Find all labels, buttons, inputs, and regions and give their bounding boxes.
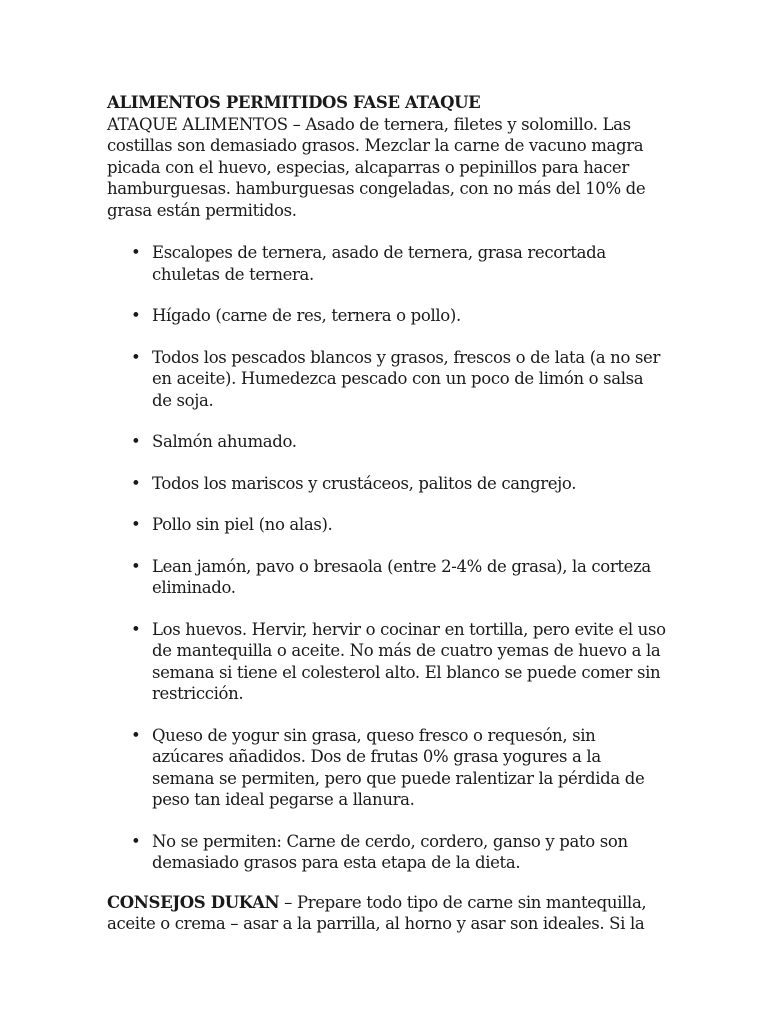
bullet-icon: • <box>131 619 141 639</box>
list-item <box>107 725 667 811</box>
list-item <box>107 473 667 495</box>
list-item-text: Pollo sin piel (no alas). <box>152 515 333 534</box>
list-item <box>107 347 667 412</box>
list-item <box>107 305 667 327</box>
list-item-text: Todos los mariscos y crustáceos, palitos de cangrejo. <box>152 473 577 493</box>
bullet-icon: • <box>131 243 141 262</box>
list-item <box>107 514 667 536</box>
allowed-foods-list <box>107 242 667 874</box>
bullet-icon: • <box>131 432 141 451</box>
document-page <box>107 92 667 935</box>
list-item-text: Todos los pescados blancos y grasos, frescos o de lata (a no ser en aceite). Humedezca pescado con un poco de limón o salsa de soja. <box>152 347 661 410</box>
bullet-icon: • <box>131 306 141 325</box>
list-item-text: Queso de yogur sin grasa, queso fresco o requesón, sin azúcares añadidos. Dos de frutas 0% grasa yogures a la semana se permiten, pero que puede ralentizar la pérdida de peso tan ideal pegarse a llanura. <box>152 725 645 809</box>
bullet-icon: • <box>131 831 141 851</box>
list-item-text: Escalopes de ternera, asado de ternera, grasa recortada chuletas de ternera. <box>152 243 606 284</box>
list-item <box>107 619 667 705</box>
list-item <box>107 431 667 453</box>
tips-heading: CONSEJOS DUKAN <box>107 892 280 912</box>
list-item-text: Hígado (carne de res, ternera o pollo). <box>152 306 461 325</box>
list-item <box>107 831 667 874</box>
bullet-icon: • <box>131 725 141 745</box>
bullet-icon: • <box>131 515 141 534</box>
bullet-icon: • <box>131 473 141 493</box>
bullet-icon: • <box>131 347 141 367</box>
list-item-text: No se permiten: Carne de cerdo, cordero, ganso y pato son demasiado grasos para esta etapa de la dieta. <box>152 831 628 872</box>
bullet-icon: • <box>131 556 141 576</box>
intro-paragraph: ATAQUE ALIMENTOS – Asado de ternera, filetes y solomillo. Las costillas son demasiado grasos. Mezclar la carne de vacuno magra picada con el huevo, especias, alcaparras o pepinillos para hacer hamburguesas. hamburguesas congeladas, con no más del 10% de grasa están permitidos. <box>107 114 646 220</box>
list-item <box>107 556 667 599</box>
list-item <box>107 242 667 285</box>
list-item-text: Lean jamón, pavo o bresaola (entre 2-4% de grasa), la corteza eliminado. <box>152 556 651 597</box>
tips-text: – Prepare todo tipo de carne sin mantequilla, aceite o crema – asar a la parrilla, al horno y asar son ideales. Si la <box>107 892 647 933</box>
list-item-text: Salmón ahumado. <box>152 432 297 451</box>
list-item-text: Los huevos. Hervir, hervir o cocinar en tortilla, pero evite el uso de mantequilla o aceite. No más de cuatro yemas de huevo a la semana si tiene el colesterol alto. El blanco se puede comer sin restricción. <box>152 619 666 703</box>
tips-paragraph <box>107 892 667 935</box>
document-title: ALIMENTOS PERMITIDOS FASE ATAQUE <box>107 93 481 112</box>
